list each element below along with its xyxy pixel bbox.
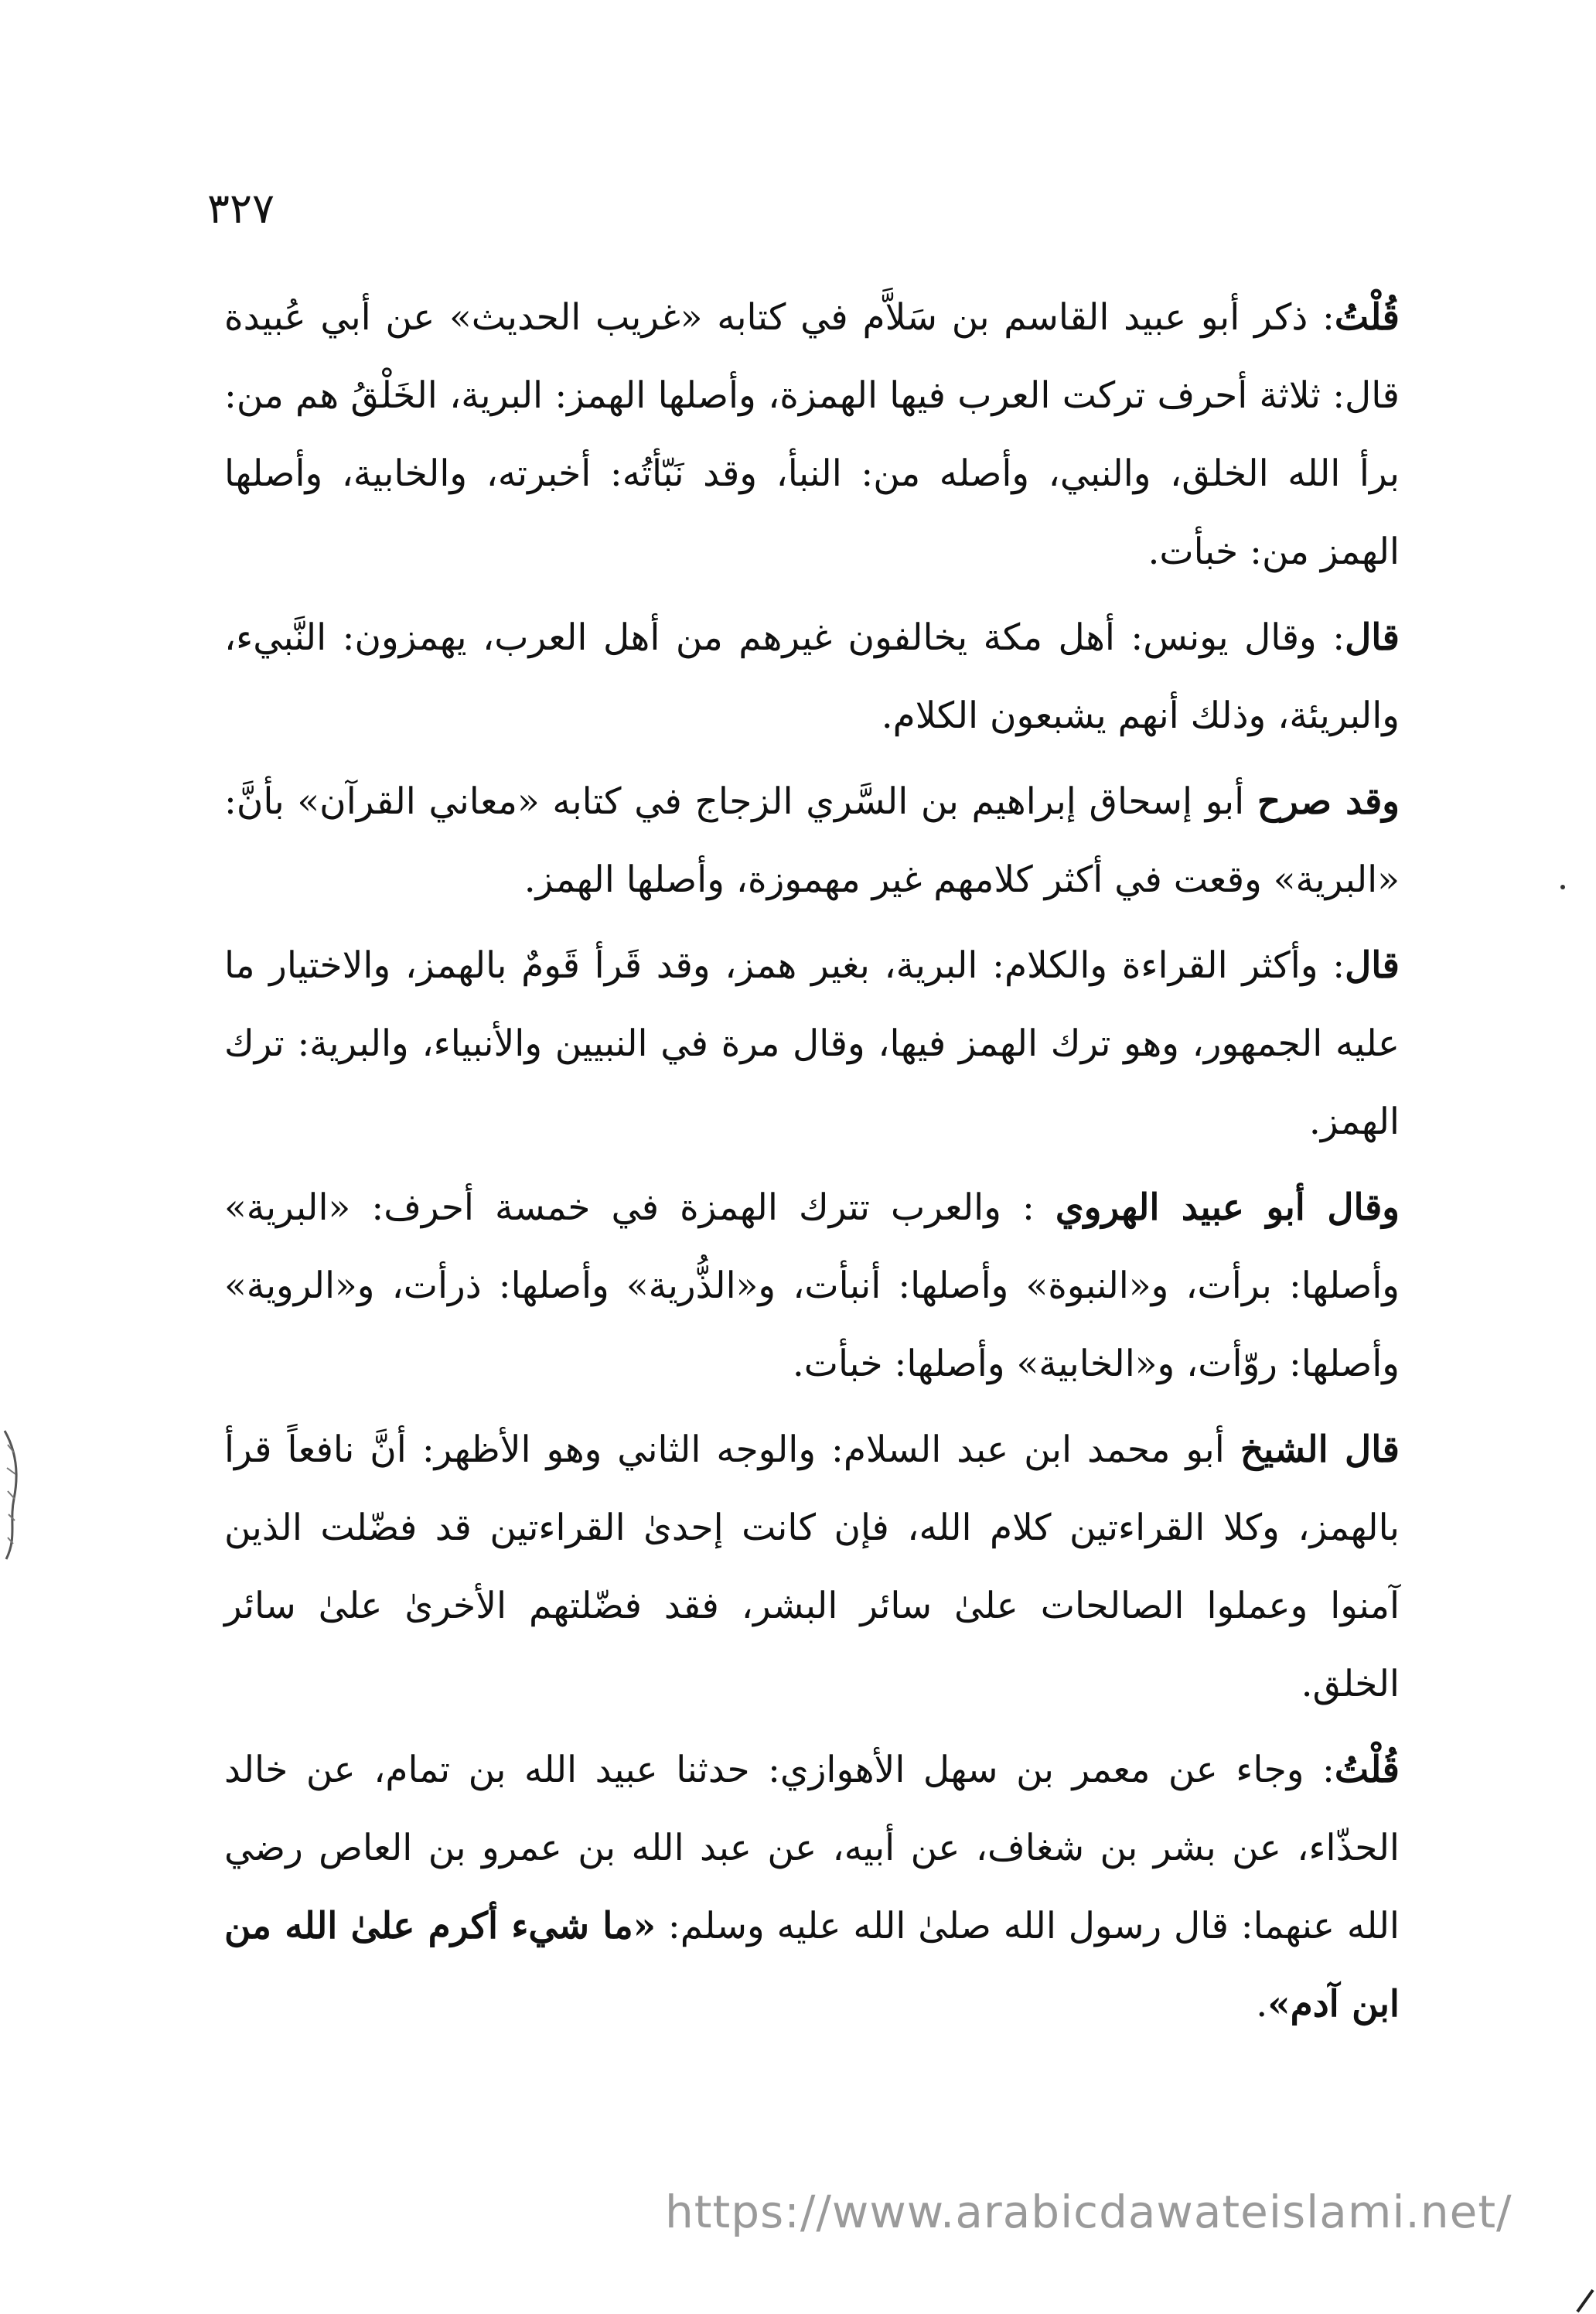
paragraph-3: [224, 763, 1400, 919]
corner-scan-mark: [1574, 2285, 1596, 2314]
paragraph-1: [224, 278, 1400, 591]
paragraph-text: : والعرب تترك الهمزة في خمسة أحرف: «البرية» وأصلها: برأت، و«النبوة» وأصلها: أنبأت، و«الذُّرية» وأصلها: ذرأت، و«الروية» وأصلها: روّأت، و«الخابية» وأصلها: خبأت.: [224, 1186, 1400, 1385]
paragraph-text: أبو إسحاق إبراهيم بن السَّري الزجاج في كتابه «معاني القرآن» بأنَّ: «البرية» وقعت في أكثر كلامهم غير مهموزة، وأصلها الهمز.: [224, 780, 1400, 901]
paragraph-lead: وقد صرح: [1257, 780, 1400, 823]
paragraph-4: [224, 927, 1400, 1161]
paragraph-lead: وقال أبو عبيد الهروي: [1055, 1186, 1400, 1229]
paragraph-lead: قال: [1345, 616, 1400, 659]
paragraph-text: : ذكر أبو عبيد القاسم بن سَلاَّم في كتابه «غريب الحديث» عن أبي عُبيدة قال: ثلاثة أحرف تركت العرب فيها الهمزة، وأصلها الهمز: البرية، الخَلْقُ هم من: برأ الله الخلق، والنبي، وأصله من: النبأ، وقد نَبّأتُه: أخبرته، والخابية، وأصلها الهمز من: خبأت.: [224, 296, 1400, 573]
document-body: [224, 278, 1400, 2051]
paragraph-text: أبو محمد ابن عبد السلام: والوجه الثاني وهو الأظهر: أنَّ نافعاً قرأ بالهمز، وكلا القراءتين كلام الله، فإن كانت إحدىٰ القراءتين قد فضّلت الذين آمنوا وعملوا الصالحات علىٰ سائر البشر، فقد فضّلتهم الأخرىٰ علىٰ سائر الخلق.: [224, 1428, 1400, 1705]
footer-url: https://www.arabicdawateislami.net/: [665, 2186, 1512, 2238]
paragraph-2: [224, 599, 1400, 755]
paragraph-text: : وجاء عن معمر بن سهل الأهوازي: حدثنا عبيد الله بن تمام، عن خالد الحذّاء، عن بشر بن شغاف، عن أبيه، عن عبد الله بن عمرو بن العاص رضي الله عنهما: قال رسول الله صلىٰ الله عليه وسلم:: [224, 1749, 1400, 1947]
margin-dot-mark: [1560, 885, 1565, 889]
paragraph-text: : وأكثر القراءة والكلام: البرية، بغير همز، وقد قَرأ قَومٌ بالهمز، والاختيار ما عليه الجمهور، وهو ترك الهمز فيها، وقال مرة في النبيين والأنبياء، والبرية: ترك الهمز.: [224, 944, 1400, 1143]
paragraph-text: : وقال يونس: أهل مكة يخالفون غيرهم من أهل العرب، يهمزون: النَّبيء، والبريئة، وذلك أنهم يشبعون الكلام.: [224, 616, 1400, 737]
paragraph-tail: .: [1256, 1983, 1268, 2026]
paragraph-lead: قُلْتُ: [1334, 296, 1400, 339]
paragraph-lead: قُلْتُ: [1334, 1749, 1400, 1791]
paragraph-7: [224, 1731, 1400, 2043]
page-number: ٣٢٧: [207, 184, 275, 233]
paragraph-6: [224, 1411, 1400, 1723]
binding-edge-mark: [3, 1429, 20, 1561]
hadith-quote: «ما شيء أكرم علىٰ الله من ابن آدم»: [224, 1905, 1400, 2026]
paragraph-5: [224, 1169, 1400, 1403]
paragraph-lead: قال: [1345, 944, 1400, 987]
paragraph-lead: قال الشيخ: [1240, 1428, 1400, 1471]
